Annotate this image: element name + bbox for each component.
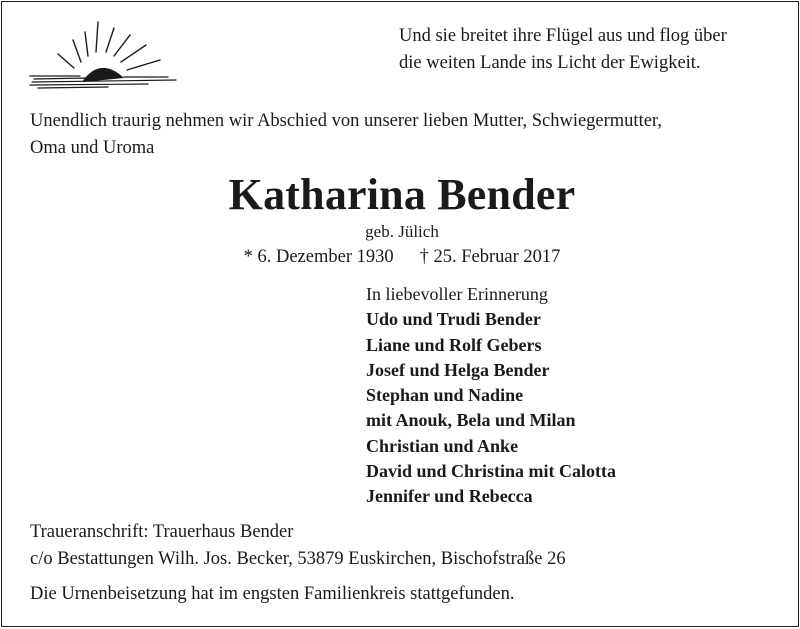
maiden-name: geb. Jülich: [365, 222, 439, 241]
quote-line: die weiten Lande ins Licht der Ewigkeit.: [399, 53, 701, 73]
burial-note: Die Urnenbeisetzung hat im engsten Familienkreis stattgefunden.: [30, 584, 515, 604]
address-line: Traueranschrift: Trauerhaus Bender: [30, 522, 294, 542]
death-date: † 25. Februar 2017: [419, 247, 561, 267]
mourner-entry: Stephan und Nadine: [366, 385, 524, 406]
intro-text: [30, 108, 780, 162]
mourner-entry: Josef und Helga Bender: [366, 359, 550, 380]
life-dates: [2, 244, 800, 270]
quote-line: Und sie breitet ihre Flügel aus und flog über: [399, 26, 727, 46]
mourner-entry: mit Anouk, Bela und Milan: [366, 410, 576, 431]
mourners-heading: In liebevoller Erinnerung: [366, 284, 548, 304]
obituary-notice: [1, 1, 799, 627]
intro-line: Unendlich traurig nehmen wir Abschied von unserer lieben Mutter, Schwiegermutter,: [30, 111, 662, 131]
deceased-name: Katharina Bender: [228, 170, 576, 219]
intro-line: Oma und Uroma: [30, 138, 155, 158]
mourners-list: [366, 282, 786, 510]
memorial-quote: [399, 23, 789, 77]
mourner-entry: Liane und Rolf Gebers: [366, 334, 542, 355]
mourner-entry: Christian und Anke: [366, 435, 519, 456]
mourner-entry: Udo und Trudi Bender: [366, 309, 541, 330]
birth-date: * 6. Dezember 1930: [243, 247, 394, 267]
address-line: c/o Bestattungen Wilh. Jos. Becker, 53879 Euskirchen, Bischofstraße 26: [30, 549, 566, 569]
mourner-entry: Jennifer und Rebecca: [366, 486, 533, 507]
mourner-entry: David und Christina mit Calotta: [366, 461, 617, 482]
rising-sun-icon: [28, 18, 180, 102]
mourning-address: [30, 519, 790, 573]
